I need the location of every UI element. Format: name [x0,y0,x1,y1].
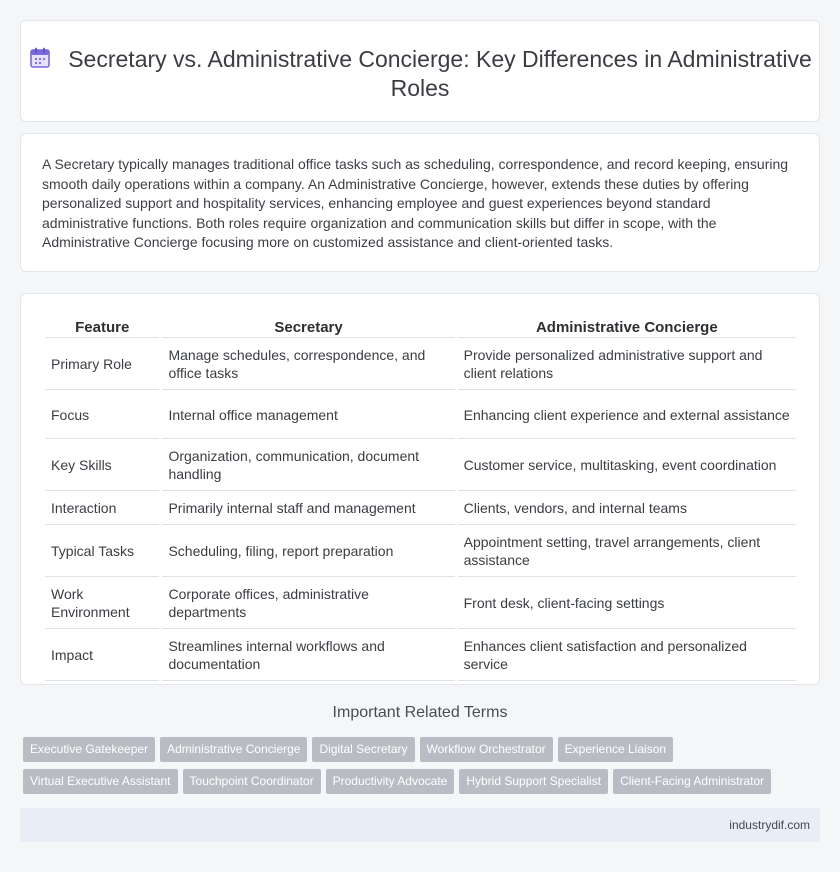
calendar-icon [28,46,52,70]
cell-feature: Focus [45,390,159,439]
cell-feature: Work Environment [45,577,159,629]
header-feature: Feature [45,316,159,338]
cell-feature: Typical Tasks [45,525,159,577]
comparison-card [20,293,820,685]
table-row [45,525,796,577]
intro-paragraph: A Secretary typically manages traditional office tasks such as scheduling, correspondence, and record keeping, ensuring smooth daily operations within a company. An Administrative Concierge, however, extends these duties by offering personalized support and hospitality services, enhancing employee and guest experiences beyond standard administrative functions. Both roles require organization and communication skills but differ in scope, with the Administrative Concierge focusing more on customized assistance and client-oriented tasks. [42,156,789,250]
cell-secretary: Primarily internal staff and management [162,491,454,525]
table-row [45,577,796,629]
cell-concierge: Customer service, multitasking, event coordination [458,439,796,491]
page-title-text: Secretary vs. Administrative Concierge: Key Differences in Administrative Roles [68,46,812,101]
table-row [45,629,796,681]
cell-concierge: Enhances client satisfaction and personalized service [458,629,796,681]
cell-concierge: Front desk, client-facing settings [458,577,796,629]
intro-card [20,133,820,272]
table-header-row [45,316,796,338]
tag-touchpoint-coordinator[interactable]: Touchpoint Coordinator [183,769,321,794]
footer-source-link[interactable]: industrydif.com [729,818,810,832]
tag-productivity-advocate[interactable]: Productivity Advocate [326,769,455,794]
cell-concierge: Provide personalized administrative support and client relations [458,338,796,390]
tag-row [23,769,813,801]
cell-feature: Primary Role [45,338,159,390]
tag-row [23,737,813,769]
cell-feature: Interaction [45,491,159,525]
cell-feature: Key Skills [45,439,159,491]
tag-administrative-concierge[interactable]: Administrative Concierge [160,737,307,762]
tag-workflow-orchestrator[interactable]: Workflow Orchestrator [420,737,553,762]
cell-secretary: Manage schedules, correspondence, and office tasks [162,338,454,390]
cell-concierge: Enhancing client experience and external assistance [458,390,796,439]
footer [20,808,820,842]
page-title [21,45,819,103]
title-card [20,20,820,122]
cell-concierge: Appointment setting, travel arrangements, client assistance [458,525,796,577]
cell-secretary: Internal office management [162,390,454,439]
table-row [45,390,796,439]
tag-virtual-executive-assistant[interactable]: Virtual Executive Assistant [23,769,178,794]
tag-executive-gatekeeper[interactable]: Executive Gatekeeper [23,737,155,762]
related-terms-list [23,737,813,801]
header-secretary: Secretary [162,316,454,338]
cell-secretary: Scheduling, filing, report preparation [162,525,454,577]
tag-client-facing-administrator[interactable]: Client-Facing Administrator [613,769,771,794]
header-administrative-concierge: Administrative Concierge [458,316,796,338]
comparison-table [42,316,799,681]
cell-feature: Impact [45,629,159,681]
table-row [45,439,796,491]
table-row [45,491,796,525]
table-row [45,338,796,390]
tag-digital-secretary[interactable]: Digital Secretary [312,737,414,762]
cell-concierge: Clients, vendors, and internal teams [458,491,796,525]
tag-experience-liaison[interactable]: Experience Liaison [558,737,673,762]
tag-hybrid-support-specialist[interactable]: Hybrid Support Specialist [459,769,608,794]
cell-secretary: Corporate offices, administrative departments [162,577,454,629]
cell-secretary: Organization, communication, document handling [162,439,454,491]
related-terms-title: Important Related Terms [332,704,508,721]
cell-secretary: Streamlines internal workflows and documentation [162,629,454,681]
